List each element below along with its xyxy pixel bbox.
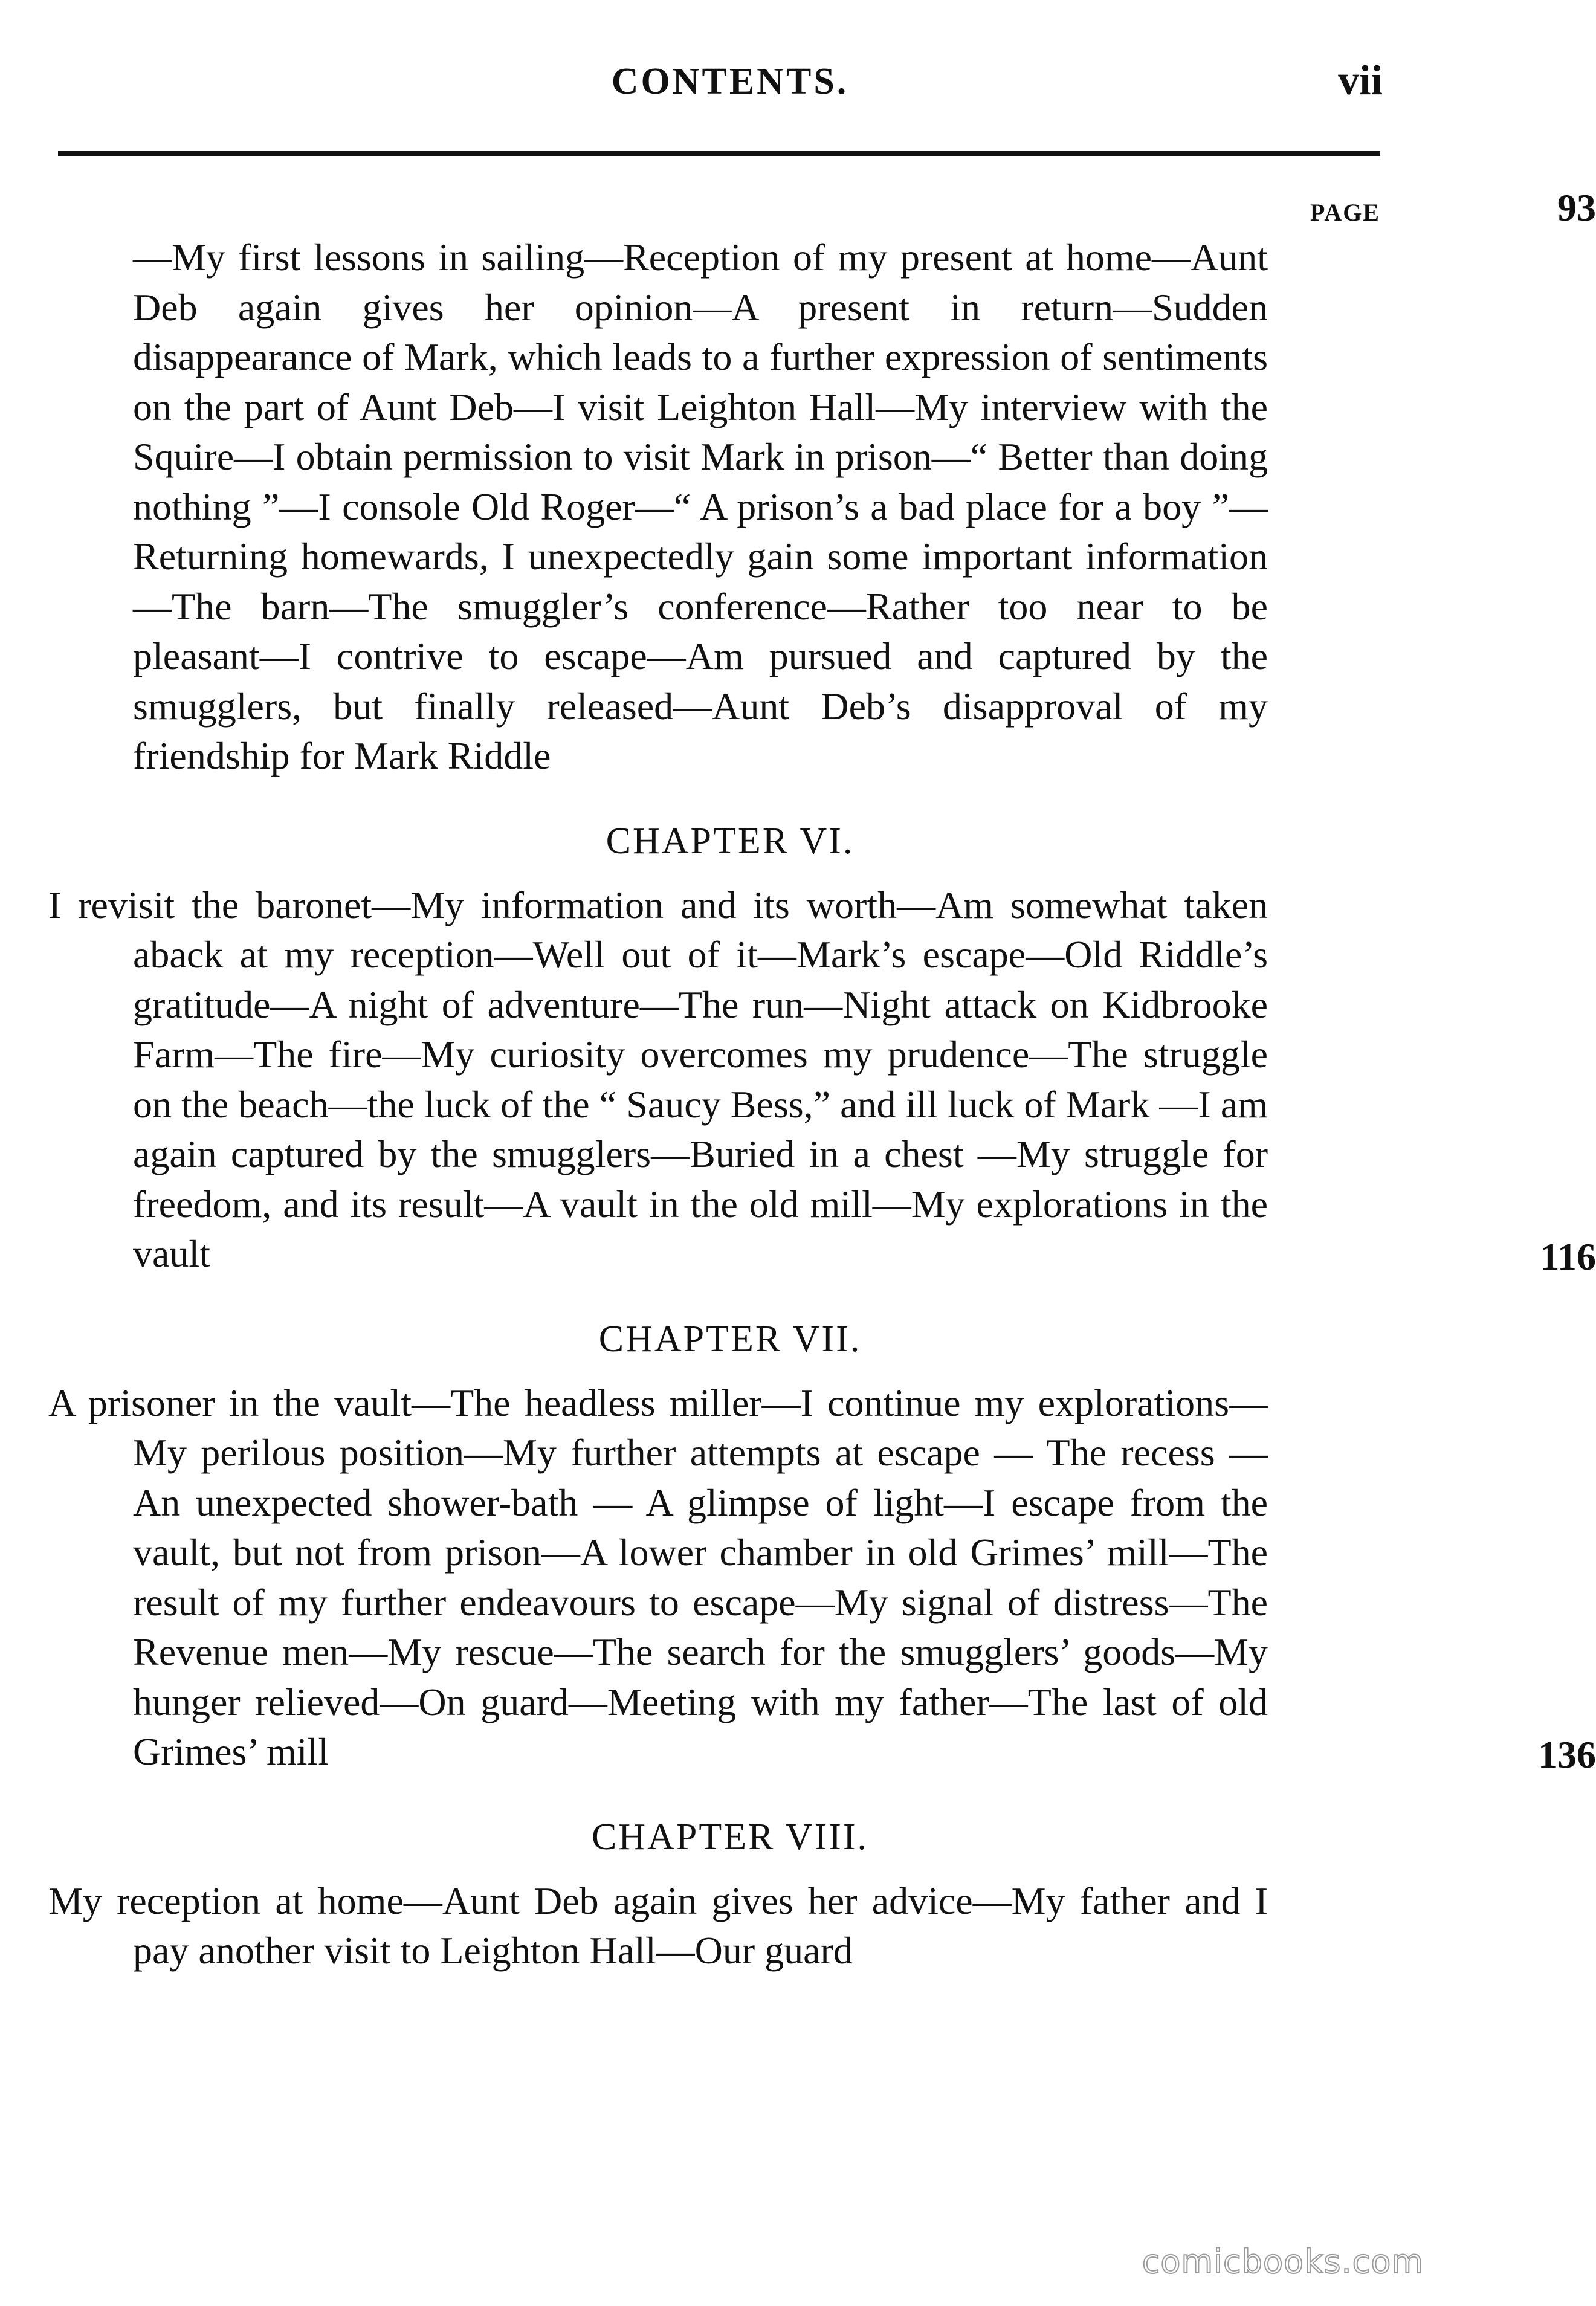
entry-page-number: 116 (1540, 1235, 1596, 1278)
chapter-summary: —My first lessons in sailing—Reception of my present at home—Aunt Deb again gives her opinion—A present in return—Sudden disappearance of Mark, which leads to a further expression of sentiments on the part of Aunt Deb—I visit Leighton Hall—My interview with the Squire—I obtain permission to visit Mark in prison—“ Better than doing nothing ”—I console Old Roger—“ A prison’s a bad place for a boy ”—Returning homewards, I unexpectedly gain some important information—The barn—The smuggler’s conference—Rather too near to be pleasant—I contrive to escape—Am pursued and captured by the smugglers, but finally released—Aunt Deb’s disapproval of my friendship for Mark Riddle (133, 236, 1268, 777)
contents-entry-chapter-viii (0, 1812, 1460, 1976)
chapter-heading: CHAPTER VII. (598, 1318, 862, 1360)
chapter-summary: A prisoner in the vault—The headless miller—I continue my explorations—My perilous position—My further attempts at escape — The recess — An unexpected shower-bath — A glimpse of light—I escape from the vault, but not from prison—A lower chamber in old Grimes’ mill—The result of my further endeavours to escape—My signal of distress—The Revenue men—My rescue—The search for the smugglers’ goods—My hunger relieved—On guard—Meeting with my father—The last of old Grimes’ mill (48, 1381, 1268, 1773)
running-header (0, 57, 1460, 121)
chapter-summary: My reception at home—Aunt Deb again gives her advice—My father and I pay another visit to Leighton Hall—Our guard (48, 1879, 1268, 1972)
folio-number: vii (1338, 57, 1383, 104)
chapter-heading: CHAPTER VIII. (591, 1816, 869, 1858)
chapter-summary: I revisit the baronet—My information and its worth—Am somewhat taken aback at my reception—Well out of it—Mark’s escape—Old Riddle’s gratitude—A night of adventure—The run—Night attack on Kidbrooke Farm—The fire—My curiosity overcomes my prudence—The struggle on the beach—the luck of the “ Saucy Bess,” and ill luck of Mark —I am again captured by the smugglers—Buried in a chest —My struggle for freedom, and its result—A vault in the old mill—My explorations in the vault (48, 883, 1268, 1275)
contents-entry-chapter-vii (0, 1314, 1596, 1777)
page-column-label: PAGE (1310, 199, 1380, 226)
header-rule (58, 151, 1380, 156)
running-title: CONTENTS. (611, 61, 849, 102)
site-watermark: comicbooks.com (1142, 2243, 1424, 2281)
entry-page-number: 136 (1538, 1733, 1596, 1776)
chapter-heading: CHAPTER VI. (606, 820, 855, 862)
entry-page-number: 93 (1557, 186, 1596, 229)
contents-entry-chapter-vi (0, 816, 1596, 1279)
